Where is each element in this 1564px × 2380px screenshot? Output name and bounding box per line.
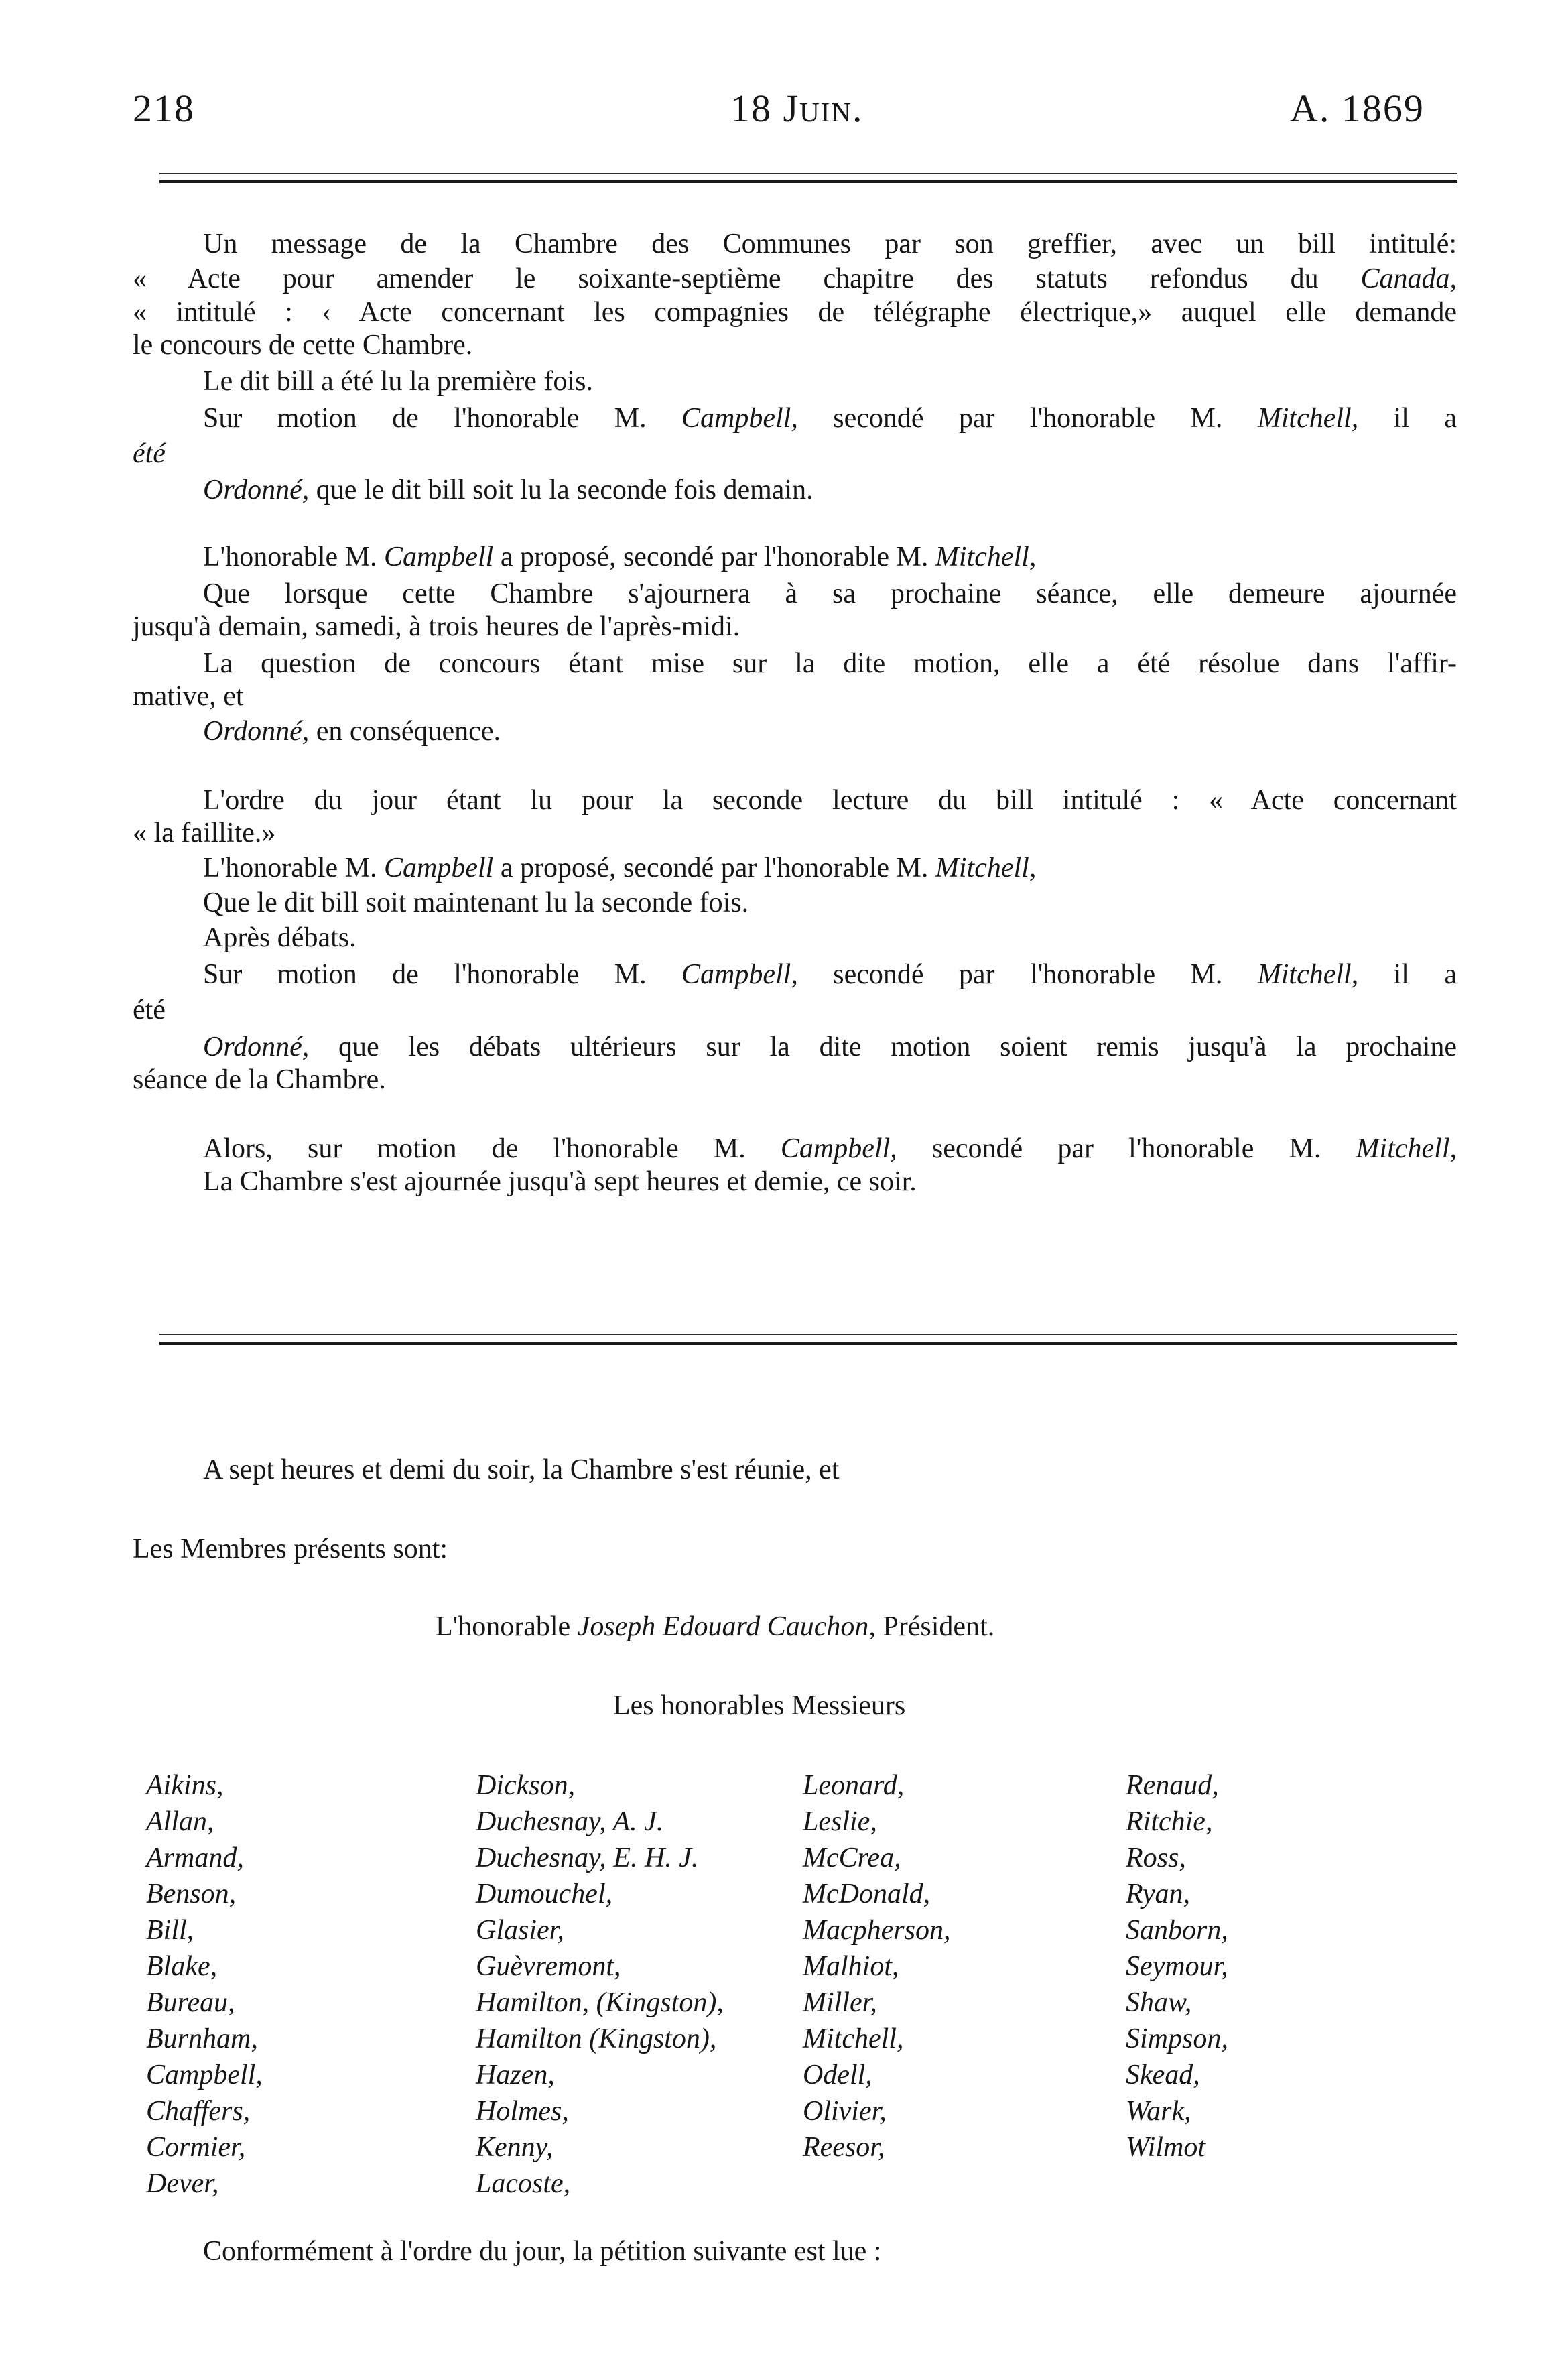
final-motion: Alors, sur motion de l'honorable M. Campbell, secondé par l'honorable M. Mitchell,	[203, 1133, 1457, 1164]
member-name: Bureau,	[146, 1987, 235, 2018]
message-line-3: « intitulé : ‹ Acte concernant les compagnies de télégraphe électrique,» auquel elle demande	[133, 297, 1457, 328]
member-name: Macpherson,	[803, 1915, 951, 1946]
member-name: Skead,	[1126, 2060, 1200, 2090]
member-name: Blake,	[146, 1951, 218, 1982]
member-name: Dickson,	[476, 1770, 576, 1801]
member-name: Duchesnay, A. J.	[476, 1806, 664, 1837]
member-name: Leslie,	[803, 1806, 877, 1837]
member-name: McDonald,	[803, 1879, 931, 1909]
member-name: Armand,	[146, 1842, 244, 1873]
member-name: Hamilton (Kingston),	[476, 2023, 717, 2054]
page-year: A. 1869	[1290, 86, 1425, 130]
member-name: Allan,	[146, 1806, 214, 1837]
member-name: Kenny,	[476, 2132, 553, 2163]
question-line-2: mative, et	[133, 681, 244, 712]
message-line-2: « Acte pour amender le soixante-septième chapitre des statuts refondus du Canada,	[133, 263, 1457, 294]
order-2-line-1: Ordonné, que les débats ultérieurs sur la dite motion soient remis jusqu'à la prochaine	[203, 1031, 1457, 1062]
final-adjournment: La Chambre s'est ajournée jusqu'à sept heures et demie, ce soir.	[203, 1166, 917, 1197]
campbell-proposes: L'honorable M. Campbell a proposé, secondé par l'honorable M. Mitchell,	[203, 853, 1037, 883]
member-name: Hamilton, (Kingston),	[476, 1987, 724, 2018]
member-name: Ross,	[1126, 1842, 1186, 1873]
member-name: Ritchie,	[1126, 1806, 1213, 1837]
question-line-1: La question de concours étant mise sur la dite motion, elle a été résolue dans l'affir-	[203, 648, 1457, 679]
order-1: Ordonné, que le dit bill soit lu la seconde fois demain.	[203, 475, 813, 505]
ete-2: été	[133, 995, 166, 1025]
member-name: Lacoste,	[476, 2168, 571, 2199]
motion-2: Sur motion de l'honorable M. Campbell, secondé par l'honorable M. Mitchell, il a	[203, 959, 1457, 990]
member-name: McCrea,	[803, 1842, 901, 1873]
faillite-line-1: L'ordre du jour étant lu pour la seconde lecture du bill intitulé : « Acte concernant	[203, 785, 1457, 816]
member-name: Bill,	[146, 1915, 194, 1946]
first-reading: Le dit bill a été lu la première fois.	[203, 366, 593, 397]
member-name: Wark,	[1126, 2096, 1191, 2127]
member-name: Chaffers,	[146, 2096, 251, 2127]
member-name: Aikins,	[146, 1770, 224, 1801]
member-name: Malhiot,	[803, 1951, 899, 1982]
faillite-line-2: « la faillite.»	[133, 818, 276, 849]
member-name: Dever,	[146, 2168, 219, 2199]
evening-sitting: A sept heures et demi du soir, la Chambre s'est réunie, et	[203, 1454, 840, 1485]
header-rule-thin	[159, 173, 1457, 174]
member-name: Shaw,	[1126, 1987, 1192, 2018]
members-present: Les Membres présents sont:	[133, 1533, 448, 1564]
section-rule-thick	[159, 1342, 1457, 1345]
member-name: Miller,	[803, 1987, 877, 2018]
message-line-1: Un message de la Chambre des Communes par son greffier, avec un bill intitulé:	[203, 229, 1457, 259]
order-2-line-2: séance de la Chambre.	[133, 1064, 386, 1095]
member-name: Cormier,	[146, 2132, 246, 2163]
message-line-4: le concours de cette Chambre.	[133, 330, 473, 361]
member-name: Burnham,	[146, 2023, 258, 2054]
adjourn-line-2: jusqu'à demain, samedi, à trois heures de l'après-midi.	[133, 611, 740, 642]
consequence: Ordonné, en conséquence.	[203, 716, 501, 747]
speaker-line: L'honorable Joseph Edouard Cauchon, Président.	[436, 1611, 995, 1642]
apres-debats: Après débats.	[203, 922, 356, 953]
member-name: Reesor,	[803, 2132, 885, 2163]
adjourn-proposal: L'honorable M. Campbell a proposé, secondé par l'honorable M. Mitchell,	[203, 542, 1037, 572]
page-date: 18 Juin.	[730, 86, 864, 130]
ete-1: été	[133, 438, 166, 469]
member-name: Glasier,	[476, 1915, 564, 1946]
member-name: Simpson,	[1126, 2023, 1228, 2054]
member-name: Leonard,	[803, 1770, 905, 1801]
member-name: Hazen,	[476, 2060, 555, 2090]
member-name: Olivier,	[803, 2096, 887, 2127]
member-name: Renaud,	[1126, 1770, 1219, 1801]
honorables-heading: Les honorables Messieurs	[613, 1690, 906, 1721]
member-name: Campbell,	[146, 2060, 263, 2090]
second-reading: Que le dit bill soit maintenant lu la seconde fois.	[203, 887, 749, 918]
member-name: Wilmot	[1126, 2132, 1206, 2163]
member-name: Odell,	[803, 2060, 872, 2090]
page-number: 218	[133, 86, 195, 130]
member-name: Ryan,	[1126, 1879, 1191, 1909]
member-name: Seymour,	[1126, 1951, 1228, 1982]
section-rule-thin	[159, 1334, 1457, 1335]
motion-1: Sur motion de l'honorable M. Campbell, secondé par l'honorable M. Mitchell, il a	[203, 403, 1457, 434]
adjourn-line-1: Que lorsque cette Chambre s'ajournera à sa prochaine séance, elle demeure ajournée	[203, 578, 1457, 609]
member-name: Benson,	[146, 1879, 237, 1909]
header-rule-thick	[159, 180, 1457, 183]
petition-line: Conformément à l'ordre du jour, la pétition suivante est lue :	[203, 2236, 882, 2267]
member-name: Holmes,	[476, 2096, 569, 2127]
member-name: Duchesnay, E. H. J.	[476, 1842, 699, 1873]
member-name: Guèvremont,	[476, 1951, 621, 1982]
member-name: Mitchell,	[803, 2023, 904, 2054]
member-name: Sanborn,	[1126, 1915, 1228, 1946]
member-name: Dumouchel,	[476, 1879, 613, 1909]
